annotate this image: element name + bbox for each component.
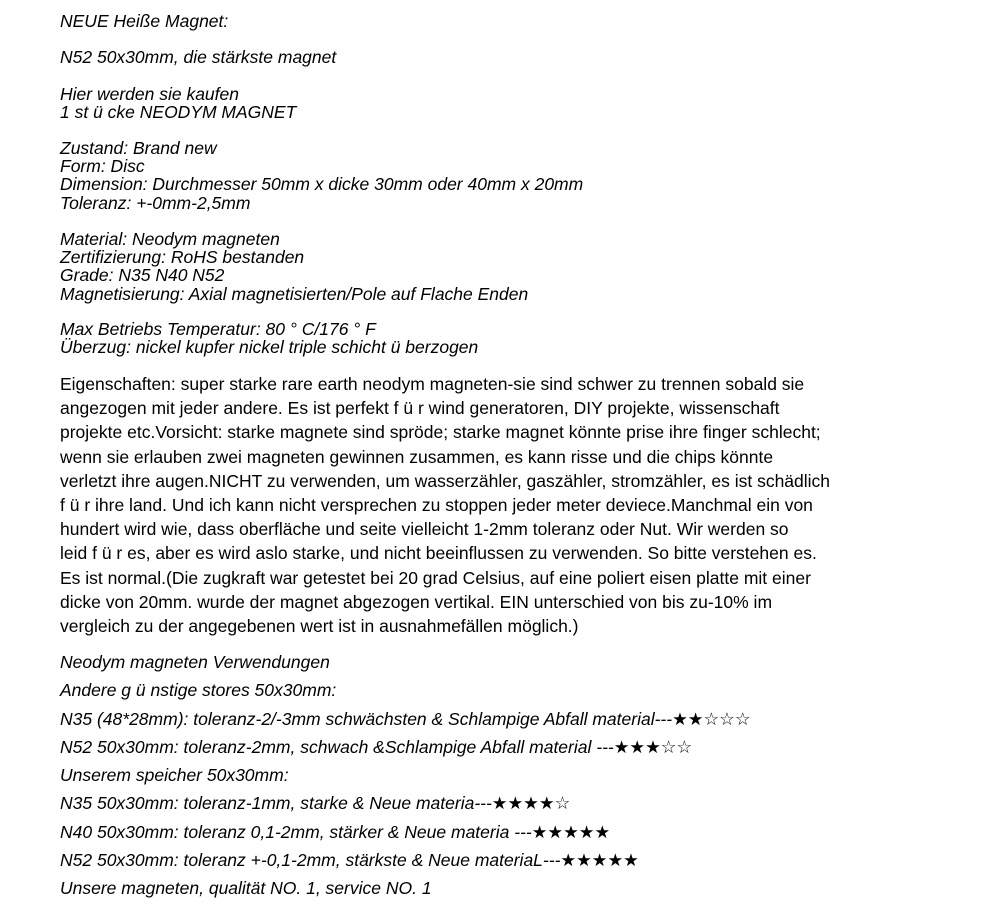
properties-line: verletzt ihre augen.NICHT zu verwenden, um wasserzähler, gaszähler, stromzähler, es ist schädlich bbox=[60, 470, 831, 491]
spec-block-temperature bbox=[60, 320, 478, 356]
usage-subheading: Unserem speicher 50x30mm: bbox=[60, 765, 289, 786]
properties-line: hundert wird wie, dass oberfläche und seite vielleicht 1-2mm toleranz oder Nut. Wir werden so bbox=[60, 519, 789, 540]
subheadline: N52 50x30mm, die stärkste magnet bbox=[60, 47, 337, 67]
spec-block-condition bbox=[60, 139, 583, 212]
spec-line: Zertifizierung: RoHS bestanden bbox=[60, 247, 305, 268]
usage-rating-line: N52 50x30mm: toleranz +-0,1-2mm, stärkste & Neue materiaL---★★★★★ bbox=[60, 850, 639, 871]
spec-line: Magnetisierung: Axial magnetisierten/Pole auf Flache Enden bbox=[60, 283, 529, 304]
spec-line: Toleranz: +-0mm-2,5mm bbox=[60, 192, 251, 213]
properties-line: wenn sie erlauben zwei magneten gewinnen zusammen, es kann risse und die chips könnte bbox=[60, 446, 774, 467]
spec-line: Form: Disc bbox=[60, 156, 145, 177]
properties-line: Eigenschaften: super starke rare earth neodym magneten-sie sind schwer zu trennen sobald sie bbox=[60, 374, 805, 394]
properties-line: f ü r ihre land. Und ich kann nicht versprechen zu stoppen jeder meter deviece.Manchmal ein von bbox=[60, 495, 813, 516]
spec-line: Dimension: Durchmesser 50mm x dicke 30mm oder 40mm x 20mm bbox=[60, 174, 584, 195]
spec-block-material bbox=[60, 230, 528, 303]
properties-line: leid f ü r es, aber es wird aslo starke, und nicht beeinflussen zu verwenden. So bitte verstehen es. bbox=[60, 543, 817, 564]
purchase-block bbox=[60, 85, 296, 121]
properties-line: projekte etc.Vorsicht: starke magnete sind spröde; starke magnet könnte prise ihre finger schlecht; bbox=[60, 422, 821, 443]
usage-rating-line: N52 50x30mm: toleranz-2mm, schwach &Schlampige Abfall material ---★★★☆☆ bbox=[60, 736, 693, 757]
properties-line: vergleich zu der angegebenen wert ist in ausnahmefällen möglich.) bbox=[60, 616, 579, 637]
purchase-line: Hier werden sie kaufen bbox=[60, 84, 239, 104]
usage-heading: Neodym magneten Verwendungen bbox=[60, 652, 330, 672]
usage-list bbox=[60, 648, 751, 903]
usage-subheading: Andere g ü nstige stores 50x30mm: bbox=[60, 680, 337, 701]
spec-line: Zustand: Brand new bbox=[60, 138, 217, 158]
spec-line: Überzug: nickel kupfer nickel triple schicht ü berzogen bbox=[60, 337, 479, 358]
properties-line: angezogen mit jeder andere. Es ist perfekt f ü r wind generatoren, DIY projekte, wissenschaft bbox=[60, 398, 780, 419]
spec-line: Max Betriebs Temperatur: 80 ° C/176 ° F bbox=[60, 319, 376, 339]
purchase-line: 1 st ü cke NEODYM MAGNET bbox=[60, 102, 297, 123]
usage-footer: Unsere magneten, qualität NO. 1, service NO. 1 bbox=[60, 878, 432, 899]
usage-rating-line: N35 (48*28mm): toleranz-2/-3mm schwächsten & Schlampige Abfall material---★★☆☆☆ bbox=[60, 708, 751, 729]
spec-line: Material: Neodym magneten bbox=[60, 229, 280, 249]
properties-paragraph bbox=[60, 372, 830, 638]
headline: NEUE Heiße Magnet: bbox=[60, 11, 229, 31]
usage-rating-line: N40 50x30mm: toleranz 0,1-2mm, stärker & Neue materia ---★★★★★ bbox=[60, 821, 611, 842]
properties-line: Es ist normal.(Die zugkraft war getestet bei 20 grad Celsius, auf eine poliert eisen platte mit einer bbox=[60, 567, 811, 588]
spec-line: Grade: N35 N40 N52 bbox=[60, 265, 225, 286]
usage-rating-line: N35 50x30mm: toleranz-1mm, starke & Neue materia---★★★★☆ bbox=[60, 793, 571, 814]
properties-line: dicke von 20mm. wurde der magnet abgezogen vertikal. EIN unterschied von bis zu-10% im bbox=[60, 591, 773, 612]
